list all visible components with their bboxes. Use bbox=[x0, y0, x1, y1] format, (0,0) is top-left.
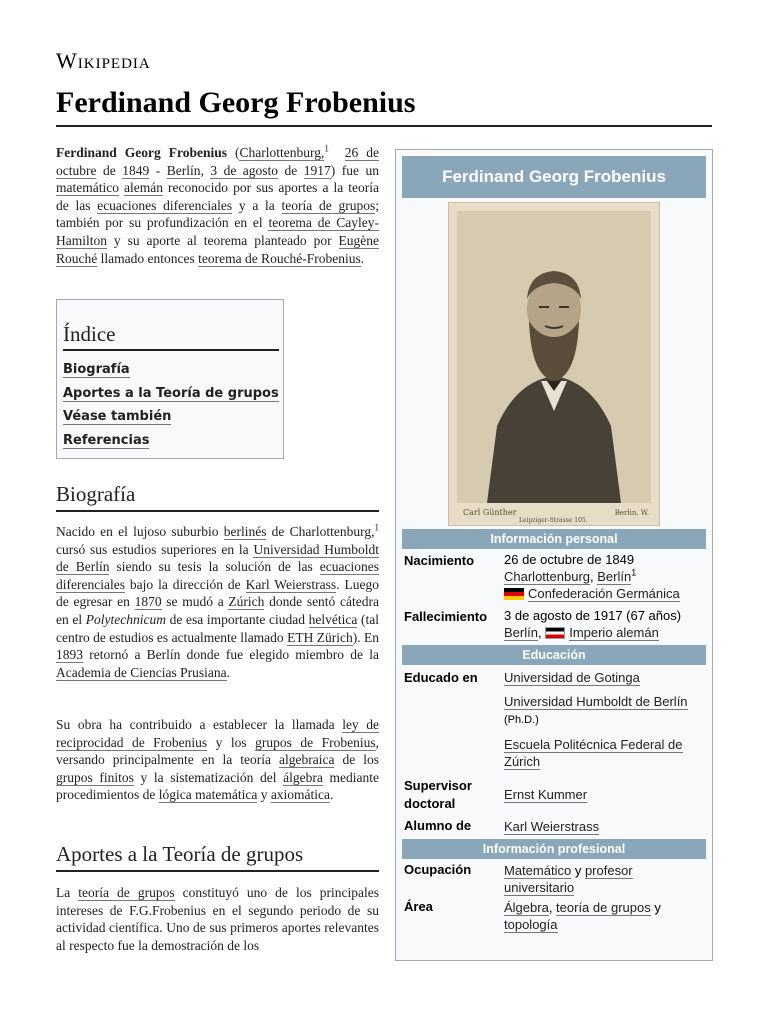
body-text: (tal centro de estudios es actualmente llamado bbox=[56, 611, 379, 645]
separator-text: , bbox=[590, 569, 598, 584]
lead-text: ) fue un bbox=[330, 162, 380, 178]
link-karl-weierstrass[interactable]: Karl Weierstrass bbox=[245, 576, 337, 592]
link-charlottenburg[interactable]: Charlottenburg bbox=[504, 569, 590, 584]
value-supervisor-doctoral bbox=[504, 786, 704, 803]
body-text: retornó a Berlín donde fue elegido miembro de la bbox=[83, 647, 379, 663]
title-divider bbox=[56, 125, 712, 127]
link-academia-prusiana[interactable]: Academia de Ciencias Prusiana bbox=[56, 664, 227, 680]
toc-item-label[interactable]: Referencias bbox=[63, 432, 150, 448]
infobox-title: Ferdinand Georg Frobenius bbox=[402, 156, 706, 198]
link-matematico[interactable]: matemático bbox=[56, 180, 119, 196]
reference-1[interactable]: 1 bbox=[631, 567, 637, 578]
toc-item-referencias[interactable] bbox=[63, 429, 279, 453]
link-axiomatica[interactable]: axiomática bbox=[270, 787, 331, 803]
link-ecuaciones-diferenciales[interactable]: ecuaciones diferenciales bbox=[97, 197, 233, 213]
link-aleman[interactable]: alemán bbox=[124, 180, 164, 196]
aportes-paragraph-1 bbox=[56, 884, 379, 954]
photo-caption-left: Carl Günther bbox=[463, 508, 517, 517]
value-fallecimiento bbox=[504, 607, 704, 641]
link-1893[interactable]: 1893 bbox=[56, 647, 83, 663]
birth-date: 26 de octubre de 1849 bbox=[504, 552, 635, 567]
lead-text: de bbox=[96, 162, 123, 178]
value-area bbox=[504, 899, 704, 933]
body-text: Su obra ha contribuido a establecer la llamada bbox=[56, 717, 343, 732]
link-algebra[interactable]: Álgebra bbox=[504, 900, 549, 915]
body-text: donde sentó cátedra en el bbox=[56, 594, 379, 627]
link-teoria-de-grupos[interactable]: teoría de grupos bbox=[556, 900, 651, 915]
lead-text: - bbox=[149, 162, 167, 178]
toc-item-aportes[interactable] bbox=[63, 382, 279, 406]
link-universidad-humboldt[interactable]: Universidad Humboldt de Berlín bbox=[504, 694, 688, 709]
body-text: ). En bbox=[352, 629, 380, 645]
body-text: , versando principalmente en la teoría bbox=[56, 734, 379, 768]
school-item bbox=[504, 669, 704, 686]
wikipedia-logo[interactable]: Wikipedia bbox=[56, 48, 151, 73]
table-of-contents bbox=[56, 299, 284, 459]
school-item bbox=[504, 693, 704, 729]
link-ernst-kummer[interactable]: Ernst Kummer bbox=[504, 787, 588, 802]
lead-text: y su aporte al teorema planteado por bbox=[107, 232, 339, 248]
link-cayley-hamilton[interactable]: teorema de Cayley-Hamilton bbox=[56, 215, 379, 248]
link-logica-matematica[interactable]: lógica matemática bbox=[158, 787, 258, 803]
polytechnicum-text: Polytechnicum bbox=[85, 611, 166, 627]
photo-caption-right: Berlin, W. bbox=[614, 509, 649, 517]
body-text: . bbox=[226, 664, 230, 680]
body-text: constituyó uno de los principales intereses de F.G.Frobenius en el segundo periodo de su actividad científica. Uno de sus primeros aportes relevantes al respecto fue la demostración de los bbox=[56, 885, 379, 953]
infobox-section-profesional: Información profesional bbox=[402, 839, 706, 859]
lead-text: , bbox=[200, 162, 211, 178]
body-text: La bbox=[56, 885, 79, 900]
separator-text: y bbox=[571, 863, 585, 878]
lead-text: ( bbox=[226, 145, 240, 160]
birth-place bbox=[504, 568, 704, 585]
body-text: de los bbox=[334, 752, 379, 768]
biografia-paragraph-1 bbox=[56, 523, 379, 681]
body-text: cursó sus estudios superiores en la bbox=[56, 541, 254, 557]
label-nacimiento: Nacimiento bbox=[404, 553, 475, 568]
link-grupos-finitos[interactable]: grupos finitos bbox=[56, 769, 134, 785]
lead-text: de bbox=[278, 162, 304, 178]
link-profesor-universitario[interactable]: profesor universitario bbox=[504, 863, 633, 895]
infobox-section-educacion: Educación bbox=[402, 645, 706, 665]
link-berlin[interactable]: Berlín bbox=[597, 569, 632, 584]
death-place bbox=[504, 624, 704, 641]
separator-text: , bbox=[537, 625, 546, 640]
body-text: de Charlottenburg, bbox=[266, 524, 375, 539]
link-teoria-de-grupos[interactable]: teoría de grupos bbox=[78, 885, 175, 900]
label-fallecimiento: Fallecimiento bbox=[404, 609, 488, 624]
value-educado-en bbox=[504, 669, 704, 770]
reference-1[interactable]: 1 bbox=[324, 143, 329, 154]
value-nacimiento bbox=[504, 551, 704, 602]
link-zurich[interactable]: Zúrich bbox=[228, 594, 265, 610]
value-ocupacion bbox=[504, 862, 704, 896]
value-alumno-de bbox=[504, 818, 704, 835]
link-birth-day[interactable]: 26 de octubre bbox=[56, 145, 379, 178]
label-alumno-de: Alumno de bbox=[404, 818, 472, 833]
school-item bbox=[504, 736, 704, 770]
body-text: y la sistematización del bbox=[133, 769, 284, 785]
page-title: Ferdinand Georg Frobenius bbox=[56, 86, 416, 119]
link-matematico[interactable]: Matemático bbox=[504, 863, 572, 878]
link-eugene-rouche[interactable]: Eugène Rouché bbox=[56, 232, 379, 266]
link-eth-zurich[interactable]: ETH Zürich bbox=[287, 629, 353, 645]
infobox bbox=[395, 149, 713, 961]
toc-item-label[interactable]: Véase también bbox=[63, 409, 172, 424]
toc-list bbox=[63, 358, 279, 452]
lead-text: llamado entonces bbox=[97, 250, 199, 266]
label-area: Área bbox=[404, 899, 433, 914]
toc-heading: Índice bbox=[63, 322, 279, 351]
link-algebraica[interactable]: algebraica bbox=[279, 752, 335, 768]
lead-paragraph bbox=[56, 144, 379, 267]
link-ley-reciprocidad[interactable]: ley de reciprocidad de Frobenius bbox=[56, 717, 379, 750]
link-eth-zurich[interactable]: Escuela Politécnica Federal de Zúrich bbox=[504, 737, 683, 769]
link-karl-weierstrass[interactable]: Karl Weierstrass bbox=[504, 819, 600, 834]
body-text: de esa importante ciudad bbox=[165, 611, 309, 627]
body-text: mediante procedimientos de bbox=[56, 769, 379, 803]
link-charlottenburg[interactable]: Charlottenburg, bbox=[239, 145, 325, 160]
lead-subject-name: Ferdinand Georg Frobenius bbox=[56, 145, 227, 160]
infobox-section-personal: Información personal bbox=[402, 529, 706, 549]
link-1917[interactable]: 1917 bbox=[303, 162, 331, 178]
german-empire-flag-icon bbox=[545, 627, 565, 639]
body-text: se mudó a bbox=[161, 594, 229, 610]
body-text: y bbox=[257, 787, 271, 803]
portrait-image-area bbox=[457, 211, 651, 503]
link-grupos-frobenius[interactable]: grupos de Frobenius bbox=[255, 734, 376, 750]
link-rouche-frobenius[interactable]: teorema de Rouché-Frobenius bbox=[198, 250, 361, 266]
link-imperio-aleman[interactable]: Imperio alemán bbox=[569, 625, 659, 640]
link-helvetica[interactable]: helvética bbox=[308, 611, 358, 627]
link-confederacion-germanica[interactable]: Confederación Germánica bbox=[528, 586, 680, 601]
link-topologia[interactable]: topología bbox=[504, 917, 558, 932]
death-date: 3 de agosto de 1917 (67 años) bbox=[504, 608, 682, 623]
body-text: y los bbox=[207, 734, 256, 750]
body-text: siendo su tesis la solución de las bbox=[109, 559, 320, 575]
phd-note: (Ph.D.) bbox=[504, 714, 539, 726]
link-humboldt[interactable]: Universidad Humboldt de Berlín bbox=[56, 541, 379, 575]
link-1870[interactable]: 1870 bbox=[134, 594, 162, 610]
section-heading-aportes: Aportes a la Teoría de grupos bbox=[56, 842, 379, 872]
reference-1[interactable]: 1 bbox=[374, 522, 379, 533]
link-berlines[interactable]: berlinés bbox=[223, 524, 267, 539]
photo-caption-bottom: Leipziger-Strasse 105. bbox=[519, 517, 588, 524]
separator-text: , bbox=[548, 900, 557, 915]
lead-text: reconocido por sus aportes a la teoría de las bbox=[56, 180, 379, 213]
toc-item-biografia[interactable] bbox=[63, 358, 279, 382]
portrait-illustration bbox=[457, 211, 651, 503]
label-educado-en: Educado en bbox=[404, 670, 478, 685]
lead-text: . bbox=[360, 250, 365, 266]
separator-text: y bbox=[650, 900, 661, 915]
link-1849[interactable]: 1849 bbox=[122, 162, 150, 178]
section-heading-biografia: Biografía bbox=[56, 482, 379, 512]
body-text: bajo la dirección de bbox=[124, 576, 246, 592]
birth-country bbox=[504, 585, 704, 602]
label-supervisor-doctoral: Supervisor doctoral bbox=[404, 778, 472, 811]
link-berlin[interactable]: Berlín bbox=[166, 162, 201, 178]
toc-item-label[interactable]: Aportes a la Teoría de grupos bbox=[63, 385, 279, 401]
german-confederation-flag-icon bbox=[504, 588, 524, 600]
portrait-photo[interactable] bbox=[448, 202, 660, 526]
link-universidad-gotinga[interactable]: Universidad de Gotinga bbox=[504, 670, 640, 685]
body-text: . Luego de egresar en bbox=[56, 576, 379, 610]
toc-item-label[interactable]: Biografía bbox=[63, 362, 130, 377]
body-text: . bbox=[330, 787, 334, 803]
link-algebra[interactable]: álgebra bbox=[283, 769, 323, 785]
body-text: Nacido en el lujoso suburbio bbox=[56, 524, 224, 539]
link-teoria-de-grupos[interactable]: teoría de grupos bbox=[281, 197, 376, 213]
link-ecuaciones-diferenciales[interactable]: ecuaciones diferenciales bbox=[56, 559, 379, 592]
link-death-day[interactable]: 3 de agosto bbox=[210, 162, 279, 178]
label-ocupacion: Ocupación bbox=[404, 862, 472, 877]
lead-text: ; también por su profundización en el bbox=[56, 197, 379, 231]
lead-text: y a la bbox=[232, 197, 282, 213]
biografia-paragraph-2 bbox=[56, 716, 379, 804]
link-berlin[interactable]: Berlín bbox=[504, 625, 538, 640]
toc-item-vease-tambien[interactable] bbox=[63, 405, 279, 429]
